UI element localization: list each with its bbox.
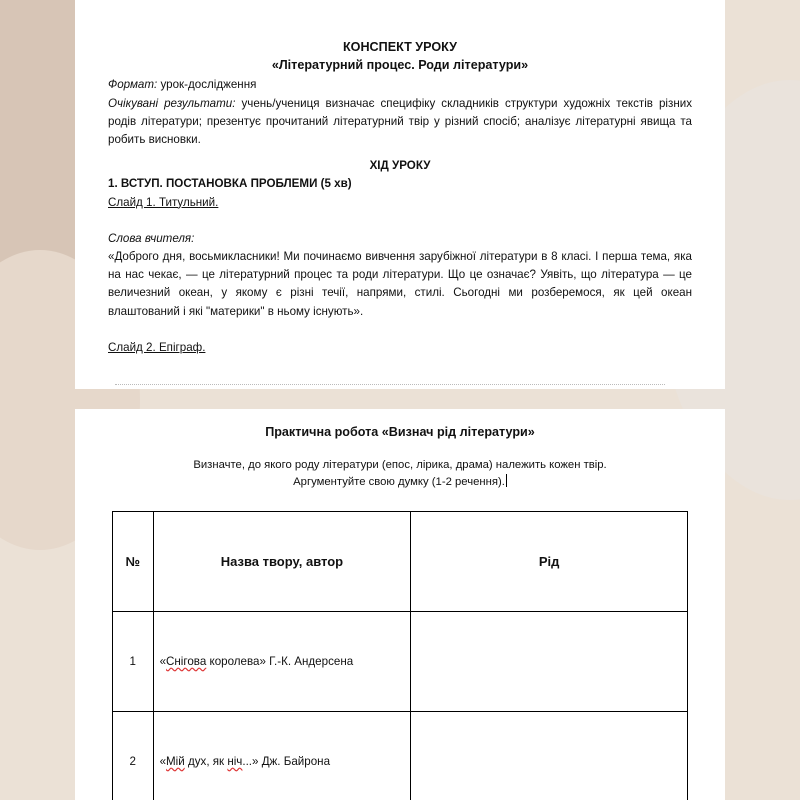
work-title-cell[interactable]: «Мій дух, як ніч...» Дж. Байрона — [153, 712, 411, 800]
row-number: 1 — [113, 612, 154, 712]
teacher-speech: «Доброго дня, восьмикласники! Ми починаємо вивчення зарубіжної літератури в 8 класі. І перша тема, яка на нас чекає, — це літературний процес та роди літератури. Що це означає? Уявіть, що література — це величезний океан, у якому є різні течії, напрями, стилі. Сьогодні ми розберемося, як цей океан влаштований і які "материки" в ньому існують». — [108, 250, 692, 318]
column-header-kind: Рід — [411, 512, 688, 612]
text-cursor — [506, 474, 507, 487]
column-header-title: Назва твору, автор — [153, 512, 411, 612]
slide-1-label: Слайд 1. Титульний. — [108, 195, 219, 209]
work-title-cell[interactable]: «Снігова королева» Г.-К. Андерсена — [153, 612, 411, 712]
table-row — [113, 712, 688, 800]
spellcheck-word: Мій — [166, 755, 185, 768]
lesson-plan-page — [75, 0, 725, 389]
teacher-label: Слова вчителя: — [108, 231, 195, 245]
works-table — [112, 511, 688, 800]
results-paragraph — [108, 95, 692, 150]
spellcheck-word: ніч — [227, 755, 243, 768]
document-title: КОНСПЕКТ УРОКУ — [342, 40, 457, 54]
spellcheck-word: Снігова — [166, 655, 207, 668]
table-row — [113, 612, 688, 712]
kind-cell[interactable] — [411, 712, 688, 800]
section-heading: ХІД УРОКУ — [369, 159, 431, 173]
step-heading: 1. ВСТУП. ПОСТАНОВКА ПРОБЛЕМИ (5 хв) — [108, 177, 352, 191]
format-line — [108, 76, 692, 94]
worksheet-instructions — [75, 457, 725, 491]
instruction-line: Аргументуйте свою думку (1-2 речення). — [293, 476, 505, 488]
document-subtitle: «Літературний процес. Роди літератури» — [271, 58, 529, 73]
column-header-number: № — [113, 512, 154, 612]
table-header-row — [113, 512, 688, 612]
kind-cell[interactable] — [411, 612, 688, 712]
slide-2-label: Слайд 2. Епіграф. — [108, 340, 206, 354]
format-value: урок-дослідження — [157, 78, 257, 92]
results-value: учень/учениця визначає специфіку складників структури художніх текстів різних родів літератури; презентує прочитаний літературний твір у різний спосіб; аналізує літературні явища та робить висновки. — [108, 96, 692, 147]
page-cut-edge — [115, 384, 665, 389]
results-label: Очікувані результати: — [108, 96, 236, 110]
instruction-line: Визначте, до якого роду літератури (епос, лірика, драма) належить кожен твір. — [193, 459, 607, 471]
worksheet-page — [75, 409, 725, 800]
row-number: 2 — [113, 712, 154, 800]
worksheet-title: Практична робота «Визнач рід літератури» — [265, 425, 535, 439]
format-label: Формат: — [108, 78, 158, 92]
